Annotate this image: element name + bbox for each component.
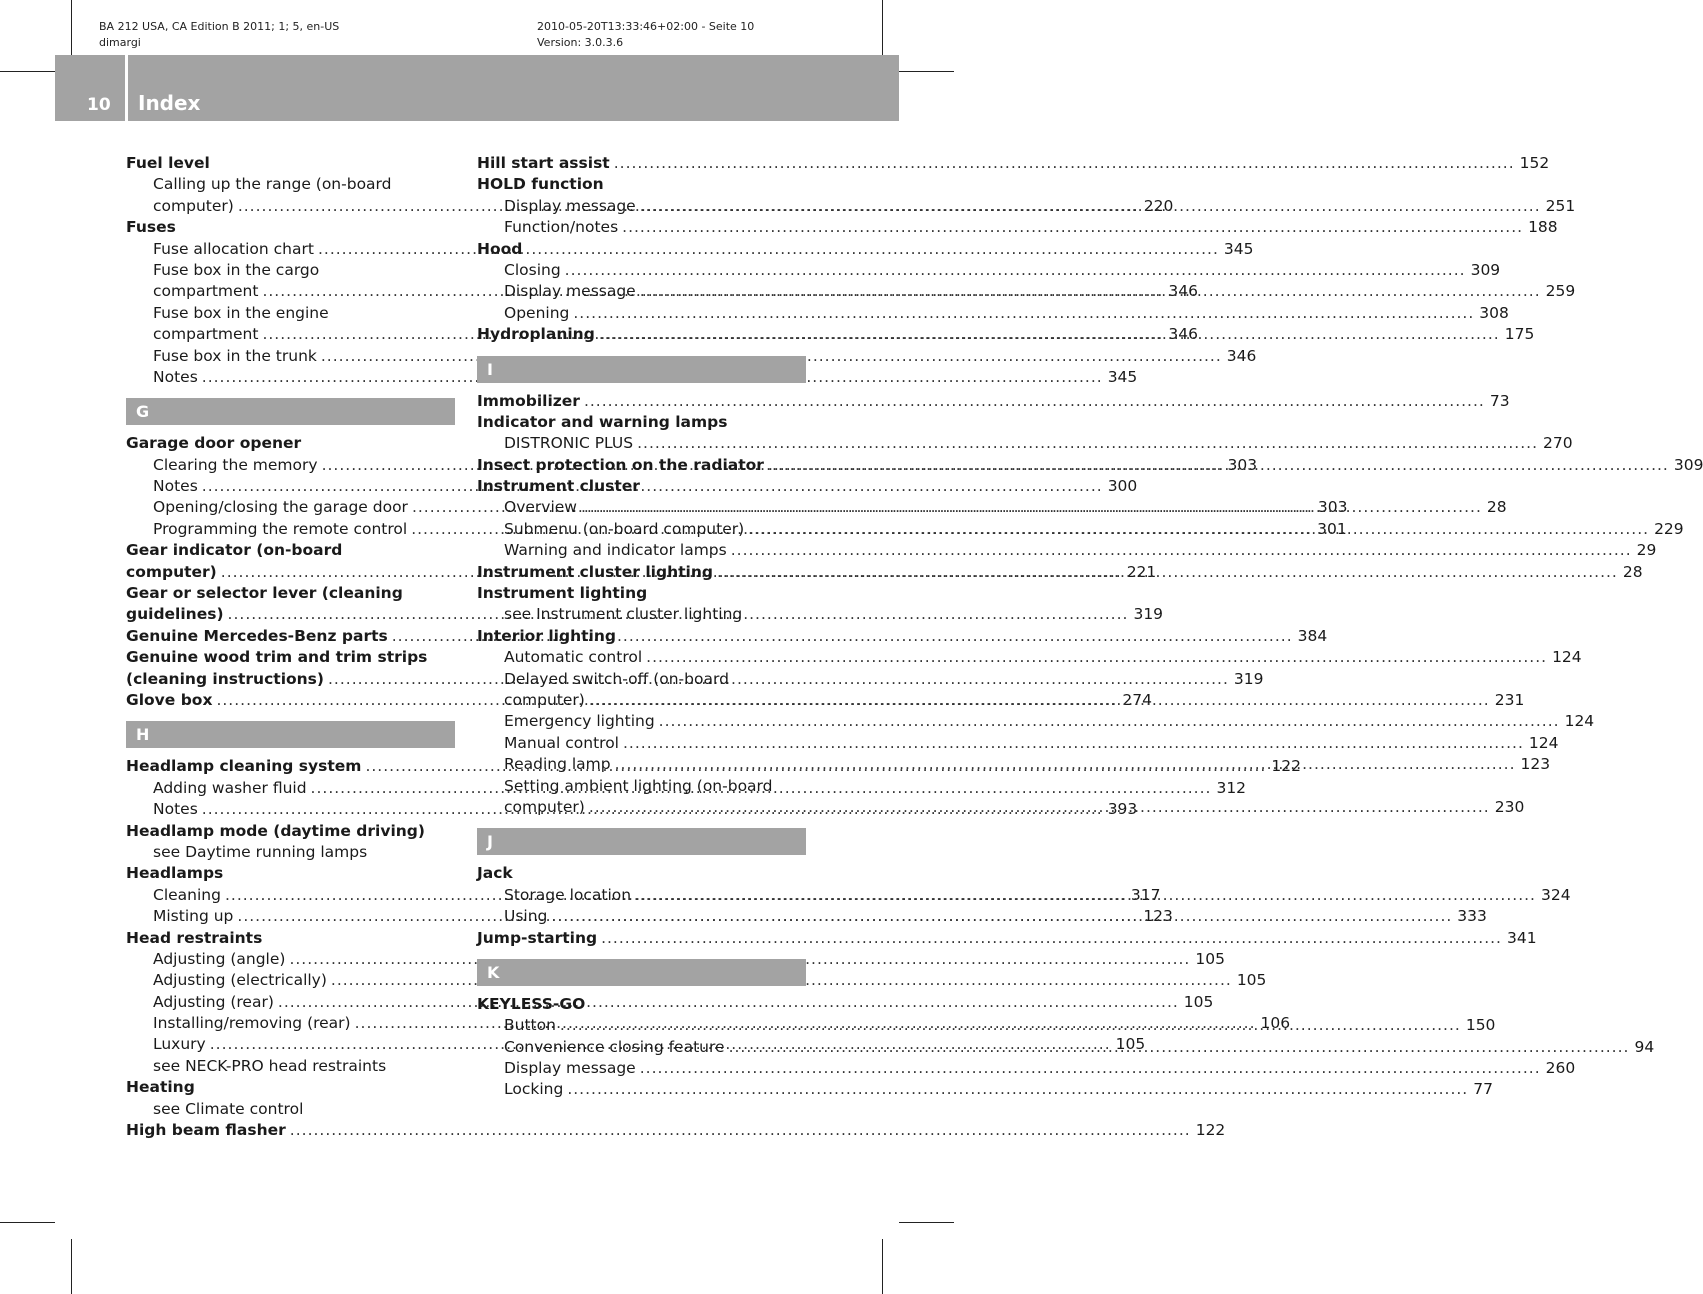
entry-text: Gear indicator (on-board — [126, 541, 343, 560]
dot-leader — [560, 1015, 1461, 1036]
entry-page-number: 259 — [1545, 282, 1576, 301]
entry-text: Indicator and warning lamps — [477, 412, 728, 431]
entry-page-number: 123 — [1520, 755, 1551, 774]
entry-page-number: 303 — [1227, 455, 1258, 474]
entry-page-number: 77 — [1473, 1080, 1493, 1099]
entry-text: Garage door opener — [126, 434, 302, 453]
entry-page-number: 124 — [1564, 712, 1595, 731]
entry-text: Locking — [504, 1080, 564, 1099]
section-letter-g: G — [126, 398, 455, 425]
entry-text: Luxury — [153, 1035, 206, 1054]
entry-page-number: 73 — [1489, 391, 1510, 410]
entry-text: Clearing the memory — [153, 455, 318, 474]
entry-text: compartment — [153, 325, 259, 344]
index-entry — [126, 1120, 1226, 1141]
entry-page-number: 105 — [1236, 971, 1267, 990]
dot-leader — [748, 519, 1649, 540]
index-entry — [126, 433, 455, 454]
entry-page-number: 274 — [1122, 690, 1152, 709]
crop-mark — [71, 0, 72, 55]
entry-page-number: 346 — [1168, 282, 1198, 301]
index-subentry — [126, 1056, 455, 1077]
entry-text: Instrument lighting — [477, 584, 648, 603]
dot-leader — [731, 540, 1632, 561]
index-subentry — [477, 647, 1582, 668]
index-entry — [126, 153, 455, 174]
dot-leader — [567, 1079, 1468, 1100]
dot-leader — [290, 1120, 1191, 1141]
dot-leader — [589, 690, 1490, 711]
entry-page-number: 175 — [1504, 325, 1535, 344]
entry-text: Manual control — [504, 733, 619, 752]
entry-text: Notes — [153, 477, 198, 496]
index-subentry — [126, 949, 1225, 970]
entry-page-number: 300 — [1107, 477, 1138, 496]
entry-text: Headlamp cleaning system — [126, 757, 362, 776]
index-subentry — [477, 604, 806, 625]
entry-text: DISTRONIC PLUS — [504, 434, 634, 453]
crop-mark — [882, 1239, 883, 1294]
index-entry — [477, 994, 806, 1015]
entry-page-number: 122 — [1271, 757, 1301, 776]
entry-text: Cleaning — [153, 885, 221, 904]
entry-text: Genuine wood trim and trim strips — [126, 648, 428, 667]
entry-text: Setting ambient lighting (on-board — [504, 776, 773, 795]
dot-leader — [614, 153, 1515, 174]
index-subentry — [126, 842, 455, 863]
entry-text: HOLD function — [477, 175, 604, 194]
dot-leader — [646, 647, 1547, 668]
entry-text: Misting up — [153, 907, 234, 926]
index-entry — [126, 928, 455, 949]
entry-page-number: 124 — [1552, 648, 1582, 667]
entry-page-number: 122 — [1195, 1121, 1226, 1140]
print-meta-left — [99, 19, 339, 51]
entry-text: Closing — [504, 260, 561, 279]
entry-text: compartment — [153, 282, 259, 301]
entry-text: Glove box — [126, 690, 213, 709]
dot-leader — [623, 733, 1524, 754]
section-letter-h: H — [126, 721, 455, 748]
entry-text: Storage location — [504, 885, 632, 904]
crop-mark — [0, 1222, 55, 1223]
print-meta-edition: BA 212 USA, CA Edition B 2011; 1; 5, en-US — [99, 20, 340, 33]
entry-page-number: 106 — [1260, 1014, 1291, 1033]
entry-page-number: 346 — [1168, 325, 1198, 344]
entry-text: Head restraints — [126, 928, 263, 947]
entry-text: see NECK-PRO head restraints — [153, 1056, 387, 1075]
entry-text: Reading lamp — [504, 755, 611, 774]
entry-page-number: 230 — [1494, 797, 1525, 816]
dot-leader — [637, 433, 1538, 454]
index-subentry — [477, 540, 1657, 561]
index-entry — [477, 626, 806, 647]
index-subentry — [477, 1079, 1493, 1100]
entry-text: Notes — [153, 367, 198, 386]
entry-text: KEYLESS-GO — [477, 994, 586, 1013]
entry-text: Opening — [504, 303, 570, 322]
index-subentry — [477, 776, 806, 797]
dot-leader — [768, 455, 1669, 476]
dot-leader — [551, 906, 1452, 927]
index-entry — [126, 647, 455, 668]
index-entry — [126, 583, 455, 604]
index-subentry — [477, 260, 1501, 281]
entry-page-number: 221 — [1126, 562, 1157, 581]
dot-leader — [640, 1058, 1541, 1079]
entry-page-number: 28 — [1486, 498, 1507, 517]
dot-leader — [640, 281, 1541, 302]
section-letter-k: K — [477, 959, 806, 986]
index-subentry — [477, 217, 1558, 238]
entry-text: Notes — [153, 800, 198, 819]
dot-leader — [615, 754, 1516, 775]
index-entry — [477, 476, 806, 497]
crop-mark — [71, 1239, 72, 1294]
entry-text: Adjusting (angle) — [153, 949, 286, 968]
entry-text: Heating — [126, 1078, 195, 1097]
dot-leader — [601, 928, 1502, 949]
entry-page-number: 124 — [1528, 733, 1559, 752]
entry-text: Fuse box in the trunk — [153, 346, 317, 365]
entry-page-number: 308 — [1479, 303, 1509, 322]
index-subentry — [477, 733, 1559, 754]
entry-page-number: 346 — [1226, 346, 1257, 365]
entry-page-number: 123 — [1143, 907, 1173, 926]
entry-page-number: 105 — [1183, 992, 1214, 1011]
index-entry — [477, 928, 1537, 949]
entry-text: Display message — [504, 196, 636, 215]
dot-leader — [635, 885, 1536, 906]
entry-page-number: 94 — [1634, 1037, 1655, 1056]
entry-text: Programming the remote control — [153, 519, 408, 538]
page-title: Index — [138, 91, 201, 115]
entry-page-number: 152 — [1519, 154, 1550, 172]
entry-text: Automatic control — [504, 648, 643, 667]
dot-leader — [659, 711, 1560, 732]
print-meta-version: Version: 3.0.3.6 — [537, 36, 624, 49]
entry-page-number: 309 — [1470, 260, 1501, 279]
entry-text: computer) — [504, 797, 585, 816]
index-subentry — [126, 303, 455, 324]
entry-text: computer) — [153, 196, 234, 215]
entry-text: Function/notes — [504, 218, 619, 237]
entry-text: High beam flasher — [126, 1121, 286, 1140]
entry-page-number: 393 — [1107, 800, 1138, 819]
dot-leader — [565, 260, 1466, 281]
entry-text: Gear or selector lever (cleaning — [126, 584, 403, 603]
entry-text: see Instrument cluster lighting — [504, 605, 743, 624]
entry-page-number: 251 — [1545, 196, 1576, 215]
entry-page-number: 312 — [1216, 778, 1247, 797]
entry-text: Immobilizer — [477, 391, 580, 410]
index-subentry — [126, 1099, 455, 1120]
crop-mark — [899, 1222, 954, 1223]
index-subentry — [477, 711, 1595, 732]
entry-page-number: 345 — [1223, 239, 1254, 258]
dot-leader — [717, 562, 1618, 583]
entry-page-number: 29 — [1636, 541, 1657, 560]
dot-leader — [622, 217, 1523, 238]
print-meta-author: dimargi — [99, 36, 141, 49]
entry-text: Hydroplaning — [477, 325, 595, 344]
index-entry — [477, 863, 806, 884]
entry-text: Calling up the range (on-board — [153, 175, 392, 194]
index-subentry — [477, 303, 1509, 324]
entry-text: Fuse box in the cargo — [153, 260, 320, 279]
entry-page-number: 231 — [1494, 690, 1525, 709]
entry-page-number: 333 — [1457, 907, 1487, 926]
entry-text: see Daytime running lamps — [153, 842, 368, 861]
index-subentry — [477, 669, 806, 690]
entry-text: Insect protection on the radiator — [477, 455, 764, 474]
print-meta-right — [537, 19, 754, 51]
dot-leader — [599, 324, 1500, 345]
entry-text: Adjusting (electrically) — [153, 971, 327, 990]
index-entry — [126, 1077, 455, 1098]
entry-text: Fuse allocation chart — [153, 239, 314, 258]
page-header — [55, 55, 899, 121]
section-letter-j: J — [477, 828, 806, 855]
entry-text: Overview — [504, 498, 577, 517]
entry-page-number: 105 — [1115, 1035, 1146, 1054]
index-subentry — [126, 174, 455, 195]
entry-text: Button — [504, 1016, 556, 1035]
entry-text: Jack — [477, 864, 513, 883]
print-meta-timestamp: 2010-05-20T13:33:46+02:00 - Seite 10 — [537, 20, 755, 33]
entry-page-number: 28 — [1622, 562, 1643, 581]
header-divider — [125, 55, 128, 121]
index-entry — [477, 412, 806, 433]
entry-text: Instrument cluster lighting — [477, 562, 713, 581]
entry-text: Display message — [504, 282, 636, 301]
entry-text: Emergency lighting — [504, 712, 655, 731]
entry-text: computer) — [504, 690, 585, 709]
dot-leader — [584, 391, 1485, 412]
index-subentry — [477, 433, 1573, 454]
entry-text: Delayed switch-off (on-board — [504, 669, 729, 688]
entry-text: Instrument cluster — [477, 477, 640, 496]
entry-page-number: 303 — [1317, 498, 1348, 517]
index-entry — [126, 540, 455, 561]
entry-text: Interior lighting — [477, 626, 616, 645]
entry-text: Convenience closing feature — [504, 1037, 725, 1056]
entry-page-number: 260 — [1545, 1059, 1576, 1078]
entry-text: Opening/closing the garage door — [153, 498, 408, 517]
index-entry — [126, 217, 455, 238]
entry-text: see Climate control — [153, 1099, 304, 1118]
entry-text: Genuine Mercedes-Benz parts — [126, 626, 388, 645]
index-entry — [477, 391, 1510, 412]
entry-text: Hill start assist — [477, 154, 610, 172]
entry-text: Hood — [477, 239, 523, 258]
entry-page-number: 317 — [1130, 885, 1161, 904]
entry-text: Installing/removing (rear) — [153, 1014, 351, 1033]
index-subentry — [477, 1058, 1576, 1079]
index-subentry — [126, 970, 1267, 991]
entry-page-number: 345 — [1107, 367, 1138, 386]
entry-text: Warning and indicator lamps — [504, 541, 727, 560]
index-entry — [477, 583, 806, 604]
index-subentry — [126, 367, 1138, 388]
index-entry — [477, 153, 1550, 174]
index-entry — [126, 863, 455, 884]
dot-leader — [581, 497, 1482, 518]
crop-mark — [899, 71, 954, 72]
entry-text: guidelines) — [126, 605, 224, 624]
index-entry — [477, 174, 806, 195]
entry-text: Headlamps — [126, 864, 224, 883]
entry-text: Fuse box in the engine — [153, 303, 329, 322]
entry-text: computer) — [126, 562, 217, 581]
entry-text: Headlamp mode (daytime driving) — [126, 821, 425, 840]
index-subentry — [126, 346, 1257, 367]
index-entry — [477, 239, 806, 260]
entry-text: Jump-starting — [477, 928, 598, 947]
entry-page-number: 229 — [1654, 519, 1684, 538]
entry-text: Display message — [504, 1059, 636, 1078]
entry-page-number: 324 — [1540, 885, 1571, 904]
section-letter-i: I — [477, 356, 806, 383]
entry-page-number: 150 — [1465, 1016, 1496, 1035]
entry-page-number: 384 — [1297, 626, 1328, 645]
entry-text: Fuel level — [126, 154, 210, 172]
entry-page-number: 220 — [1143, 196, 1174, 215]
dot-leader — [729, 1037, 1630, 1058]
entry-page-number: 309 — [1673, 455, 1703, 474]
index-entry — [126, 821, 455, 842]
entry-text: Fuses — [126, 218, 176, 237]
entry-page-number: 341 — [1506, 928, 1537, 947]
page-number: 10 — [87, 95, 111, 115]
entry-text: Adjusting (rear) — [153, 992, 274, 1011]
index-subentry — [126, 260, 455, 281]
dot-leader — [573, 303, 1474, 324]
entry-page-number: 188 — [1528, 218, 1558, 237]
entry-text: Using — [504, 907, 548, 926]
entry-page-number: 319 — [1133, 605, 1164, 624]
entry-text: (cleaning instructions) — [126, 669, 324, 688]
entry-page-number: 319 — [1233, 669, 1264, 688]
entry-page-number: 105 — [1195, 949, 1225, 968]
crop-mark — [0, 71, 55, 72]
entry-page-number: 301 — [1317, 519, 1347, 538]
entry-text: Submenu (on-board computer) — [504, 519, 745, 538]
entry-text: Adding washer fluid — [153, 778, 307, 797]
entry-page-number: 270 — [1543, 434, 1573, 453]
dot-leader — [589, 797, 1490, 818]
dot-leader — [640, 196, 1541, 217]
crop-mark — [882, 0, 883, 55]
